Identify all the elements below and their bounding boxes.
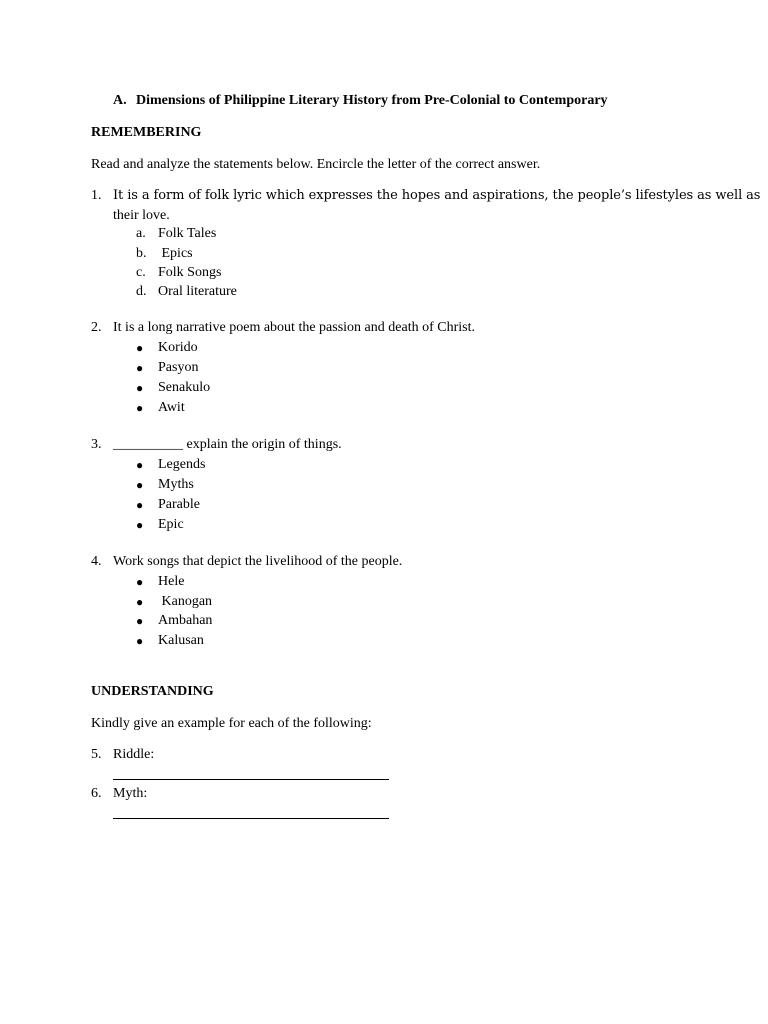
q2-text: It is a long narrative poem about the passion and death of Christ. bbox=[113, 320, 475, 335]
q6-label: Myth: bbox=[113, 786, 148, 801]
bullet-icon: ● bbox=[136, 595, 144, 609]
bullet-icon: ● bbox=[136, 634, 144, 648]
bullet-icon: ● bbox=[136, 341, 144, 355]
q4-option[interactable]: Kalusan bbox=[158, 633, 204, 648]
q1-option-text: Oral literature bbox=[158, 284, 237, 299]
understanding-heading: UNDERSTANDING bbox=[91, 684, 214, 699]
remembering-heading: REMEMBERING bbox=[91, 125, 202, 140]
bullet-icon: ● bbox=[136, 518, 144, 532]
q4-option[interactable]: Ambahan bbox=[158, 613, 213, 628]
bullet-icon: ● bbox=[136, 458, 144, 472]
bullet-icon: ● bbox=[136, 614, 144, 628]
q1-text-line2: their love. bbox=[113, 208, 170, 223]
q1-option-letter[interactable]: c. bbox=[136, 265, 146, 280]
q5-number: 5. bbox=[91, 747, 102, 762]
bullet-icon: ● bbox=[136, 381, 144, 395]
section-letter: A. bbox=[113, 93, 127, 108]
q1-option-text: Epics bbox=[158, 246, 193, 261]
bullet-icon: ● bbox=[136, 401, 144, 415]
q5-answer-line[interactable] bbox=[113, 779, 389, 780]
q2-option[interactable]: Senakulo bbox=[158, 380, 211, 395]
understanding-instruction: Kindly give an example for each of the following: bbox=[91, 716, 372, 731]
q3-option[interactable]: Epic bbox=[158, 517, 184, 532]
q4-text: Work songs that depict the livelihood of the people. bbox=[113, 554, 403, 569]
bullet-icon: ● bbox=[136, 498, 144, 512]
q3-number: 3. bbox=[91, 437, 102, 452]
bullet-icon: ● bbox=[136, 575, 144, 589]
q2-option[interactable]: Pasyon bbox=[158, 360, 199, 375]
q2-option[interactable]: Awit bbox=[158, 400, 185, 415]
q5-label: Riddle: bbox=[113, 747, 155, 762]
q1-option-letter[interactable]: d. bbox=[136, 284, 147, 299]
section-title: Dimensions of Philippine Literary History from Pre-Colonial to Contemporary bbox=[136, 93, 608, 108]
q1-option-text: Folk Tales bbox=[158, 226, 217, 241]
q6-number: 6. bbox=[91, 786, 102, 801]
q1-option-text: Folk Songs bbox=[158, 265, 222, 280]
q6-answer-line[interactable] bbox=[113, 818, 389, 819]
q3-option[interactable]: Parable bbox=[158, 497, 200, 512]
q3-text: __________ explain the origin of things. bbox=[113, 437, 342, 452]
remembering-instruction: Read and analyze the statements below. Encircle the letter of the correct answer. bbox=[91, 157, 541, 172]
q1-option-letter[interactable]: b. bbox=[136, 246, 147, 261]
q4-option[interactable]: Kanogan bbox=[158, 594, 213, 609]
q3-option[interactable]: Myths bbox=[158, 477, 194, 492]
q1-option-letter[interactable]: a. bbox=[136, 226, 146, 241]
q4-number: 4. bbox=[91, 554, 102, 569]
q1-number: 1. bbox=[91, 188, 102, 203]
q1-text-line1: It is a form of folk lyric which expresses the hopes and aspirations, the people’s lifestyles as well as bbox=[113, 188, 761, 203]
q2-number: 2. bbox=[91, 320, 102, 335]
bullet-icon: ● bbox=[136, 478, 144, 492]
q2-option[interactable]: Korido bbox=[158, 340, 198, 355]
q3-option[interactable]: Legends bbox=[158, 457, 206, 472]
q4-option[interactable]: Hele bbox=[158, 574, 185, 589]
bullet-icon: ● bbox=[136, 361, 144, 375]
